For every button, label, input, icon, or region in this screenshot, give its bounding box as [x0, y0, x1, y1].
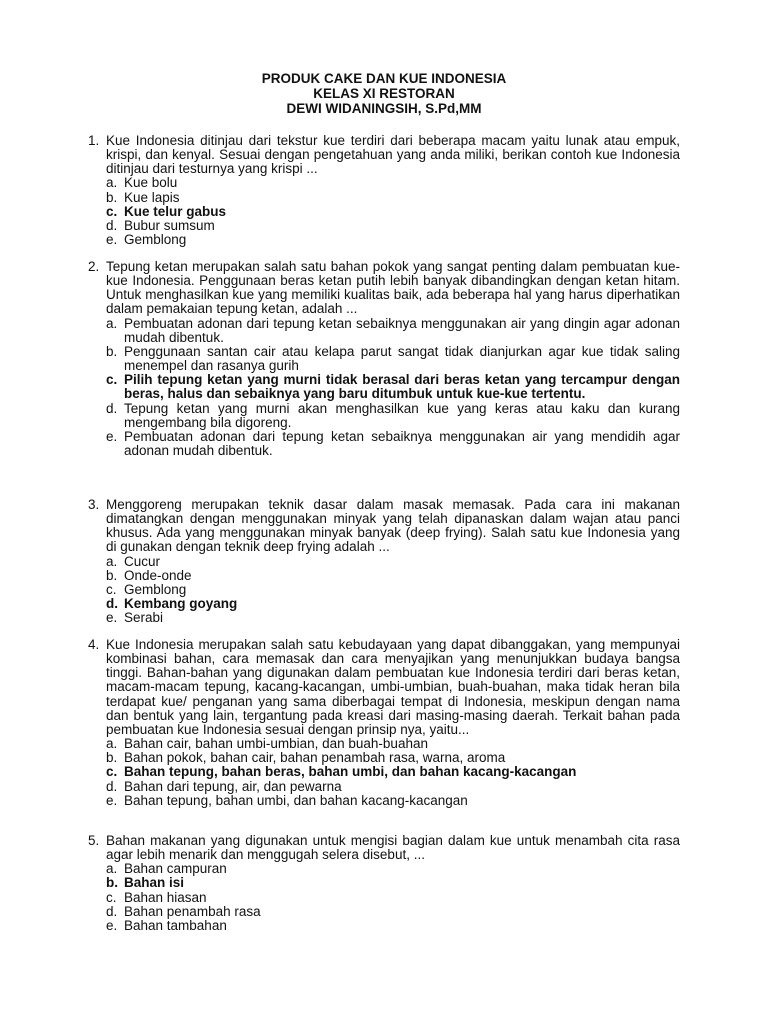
option-label: b.	[106, 875, 118, 891]
option-e	[106, 233, 680, 247]
option-d-answer	[106, 597, 680, 611]
option-label: a.	[106, 553, 118, 569]
author-name: DEWI WIDANINGSIH, S.Pd,MM	[286, 101, 482, 116]
option-c-answer	[106, 373, 680, 401]
option-text: Bahan tepung, bahan umbi, dan bahan kacang-kacangan	[124, 792, 468, 808]
option-label: b.	[106, 567, 118, 583]
question-number: 1.	[88, 133, 100, 148]
option-label: e.	[106, 917, 118, 933]
option-a	[106, 862, 680, 876]
class-subtitle: KELAS XI RESTORAN	[313, 86, 455, 101]
option-text: Kue lapis	[124, 189, 180, 205]
option-label: d.	[106, 400, 118, 416]
option-label: e.	[106, 610, 118, 626]
option-c-answer	[106, 205, 680, 219]
option-text: Tepung ketan yang murni akan menghasilkan kue yang keras atau kaku dan kurang mengembang bila digoreng.	[124, 400, 680, 430]
option-a	[106, 737, 680, 751]
option-label: e.	[106, 428, 118, 444]
option-e	[106, 430, 680, 458]
question-number: 2.	[88, 259, 100, 274]
option-label: b.	[106, 343, 118, 359]
option-text: Bahan hiasan	[124, 889, 207, 905]
option-label: d.	[106, 778, 118, 794]
document-title: PRODUK CAKE DAN KUE INDONESIA	[261, 71, 507, 86]
option-text: Onde-onde	[124, 567, 192, 583]
question-number: 5.	[88, 833, 100, 848]
option-c	[106, 583, 680, 597]
option-text: Bahan tambahan	[124, 917, 227, 933]
option-text: Bahan pokok, bahan cair, bahan penambah rasa, warna, aroma	[124, 750, 506, 766]
option-text: Bahan tepung, bahan beras, bahan umbi, dan bahan kacang-kacangan	[124, 764, 577, 780]
option-text: Penggunaan santan cair atau kelapa parut sangat tidak dianjurkan agar kue tidak saling menempel dan rasanya gurih	[124, 343, 680, 374]
option-text: Bahan cair, bahan umbi-umbian, dan buah-buahan	[124, 736, 428, 752]
option-label: c.	[106, 372, 118, 388]
option-label: a.	[106, 736, 118, 752]
document-header	[0, 71, 768, 116]
option-text: Pembuatan adonan dari tepung ketan sebaiknya menggunakan air yang mendidih agar adonan mudah dibentuk.	[124, 428, 680, 459]
option-a	[106, 317, 680, 345]
option-c	[106, 891, 680, 905]
option-b	[106, 191, 680, 205]
option-text: Bubur sumsum	[124, 217, 215, 233]
option-text: Bahan dari tepung, air, dan pewarna	[124, 778, 342, 794]
question-text: Kue Indonesia ditinjau dari tekstur kue terdiri dari beberapa macam yaitu lunak atau empuk, krispi, dan kenyal. Sesuai dengan pengetahuan yang anda miliki, berikan contoh kue Indonesia ditinjau dari testurnya yang krispi ...	[106, 133, 680, 177]
option-label: d.	[106, 903, 118, 919]
option-text: Cucur	[124, 553, 161, 569]
option-a	[106, 555, 680, 569]
option-label: b.	[106, 189, 118, 205]
option-label: e.	[106, 232, 118, 248]
question-1	[88, 134, 680, 247]
option-label: a.	[106, 861, 118, 877]
question-number: 4.	[88, 637, 100, 652]
option-text: Bahan penambah rasa	[124, 903, 261, 919]
option-b-answer	[106, 876, 680, 890]
option-b	[106, 345, 680, 373]
question-3	[88, 498, 680, 625]
option-text: Gemblong	[124, 581, 187, 597]
option-text: Bahan isi	[124, 875, 185, 891]
option-b	[106, 569, 680, 583]
option-text: Kue telur gabus	[124, 203, 227, 219]
question-2	[88, 260, 680, 458]
option-label: d.	[106, 596, 118, 612]
option-d	[106, 905, 680, 919]
option-text: Serabi	[124, 610, 164, 626]
option-d	[106, 402, 680, 430]
question-text: Menggoreng merupakan teknik dasar dalam masak memasak. Pada cara ini makanan dimatangkan dengan menggunakan minyak yang telah dipanaskan dalam wajan atau panci khusus. Ada yang menggunakan minyak banyak (deep frying). Salah satu kue Indonesia yang di gunakan dengan teknik deep frying adalah ...	[106, 497, 680, 555]
option-text: Pilih tepung ketan yang murni tidak berasal dari beras ketan yang tercampur dengan beras, halus dan sebaiknya yang baru ditumbuk untuk kue-kue tertentu.	[124, 372, 680, 402]
option-label: c.	[106, 764, 118, 780]
option-label: a.	[106, 175, 118, 191]
question-text: Tepung ketan merupakan salah satu bahan pokok yang sangat penting dalam pembuatan kue-kue Indonesia. Penggunaan beras ketan putih lebih banyak dibandingkan dengan ketan hitam. Untuk menghasilkan kue yang memiliki kualitas baik, ada beberapa hal yang harus diperhatikan dalam pemakaian tepung ketan, adalah ...	[106, 259, 680, 317]
question-number: 3.	[88, 497, 100, 512]
option-label: b.	[106, 750, 118, 766]
option-text: Kembang goyang	[124, 596, 238, 612]
question-text: Bahan makanan yang digunakan untuk mengisi bagian dalam kue untuk menambah cita rasa agar lebih menarik dan menggugah selera disebut, ...	[106, 833, 680, 863]
option-label: e.	[106, 792, 118, 808]
option-text: Gemblong	[124, 232, 187, 248]
option-e	[106, 794, 680, 808]
question-5	[88, 834, 680, 933]
option-text: Kue bolu	[124, 175, 178, 191]
option-e	[106, 611, 680, 625]
option-d	[106, 219, 680, 233]
question-text: Kue Indonesia merupakan salah satu kebudayaan yang dapat dibanggakan, yang mempunyai kombinasi bahan, cara memasak dan cara menyajikan yang menunjukkan budaya bangsa tinggi. Bahan-bahan yang digunakan dalam pembuatan kue Indonesia terdiri dari beras ketan, macam-macam tepung, kacang-kacangan, umbi-umbian, buah-buahan, maka tidak heran bila terdapat kue/ penganan yang sama diberbagai tempat di Indonesia, meskipun dengan nama dan bentuk yang lain, tergantung pada kreasi dari masing-masing daerah. Terkait bahan pada pembuatan kue Indonesia sesuai dengan prinsip nya, yaitu...	[106, 637, 680, 737]
option-label: a.	[106, 315, 118, 331]
option-a	[106, 176, 680, 190]
option-label: c.	[106, 889, 117, 905]
option-text: Bahan campuran	[124, 861, 227, 877]
option-e	[106, 919, 680, 933]
question-4	[88, 638, 680, 808]
option-c-answer	[106, 765, 680, 779]
option-label: d.	[106, 217, 118, 233]
option-label: c.	[106, 581, 117, 597]
option-text: Pembuatan adonan dari tepung ketan sebaiknya menggunakan air yang dingin agar adonan mudah dibentuk.	[124, 315, 680, 345]
option-b	[106, 751, 680, 765]
option-label: c.	[106, 203, 118, 219]
option-d	[106, 780, 680, 794]
